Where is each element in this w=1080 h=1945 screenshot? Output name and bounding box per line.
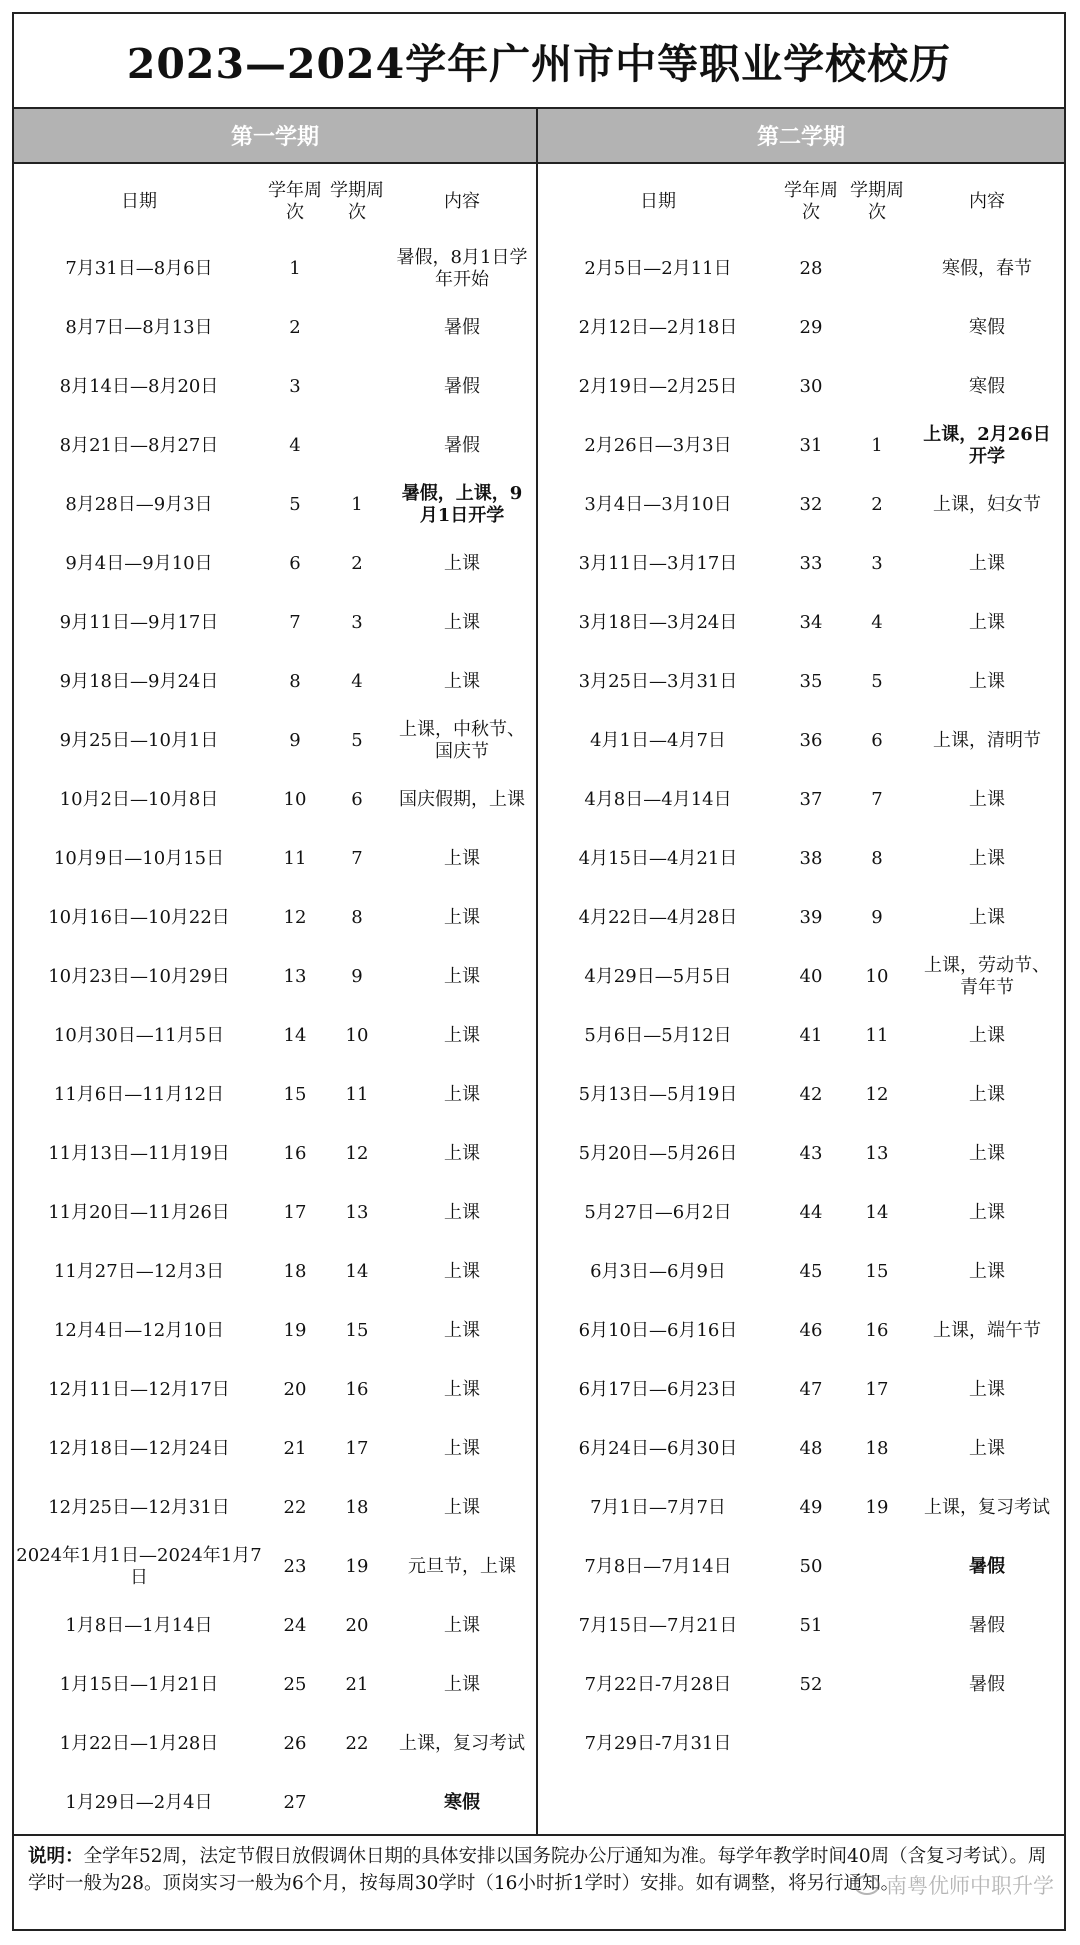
table-row: [14, 1419, 536, 1478]
table-row: [14, 652, 536, 711]
date-cell: 7月29日-7月31日: [584, 1732, 732, 1754]
term-week-cell: 3: [871, 552, 883, 574]
table-row: [538, 1183, 1064, 1242]
year-week-cell: 52: [799, 1673, 823, 1695]
table-row: [14, 770, 536, 829]
year-week-cell: 17: [283, 1201, 307, 1223]
date-cell: 3月11日—3月17日: [578, 552, 738, 574]
year-week-cell: 3: [289, 375, 301, 397]
date-cell: 11月20日—11月26日: [48, 1201, 230, 1223]
content-cell: 上课: [444, 1142, 480, 1164]
table-row: [538, 1242, 1064, 1301]
content-cell: 上课: [969, 1260, 1005, 1282]
content-cell: 上课: [444, 1437, 480, 1459]
content-cell: 上课: [969, 847, 1005, 869]
year-week-cell: 27: [283, 1791, 307, 1813]
year-week-cell: 49: [799, 1496, 823, 1518]
year-week-cell: 20: [283, 1378, 307, 1400]
table-row: [14, 239, 536, 298]
header-date: 日期: [121, 190, 157, 212]
term-week-cell: 2: [351, 552, 363, 574]
year-week-cell: 43: [799, 1142, 823, 1164]
date-cell: 3月25日—3月31日: [578, 670, 738, 692]
date-cell: 8月21日—8月27日: [59, 434, 219, 456]
content-cell: 上课: [969, 1378, 1005, 1400]
table-row: [538, 1537, 1064, 1596]
term-week-cell: 10: [345, 1024, 369, 1046]
year-week-cell: 10: [283, 788, 307, 810]
table-row: [538, 888, 1064, 947]
content-cell: 上课: [969, 1142, 1005, 1164]
term-week-cell: [844, 357, 910, 416]
table-row: [14, 298, 536, 357]
year-week-cell: 23: [283, 1555, 307, 1577]
term-week-cell: 16: [865, 1319, 889, 1341]
date-cell: 11月27日—12月3日: [53, 1260, 225, 1282]
content-cell: 上课，妇女节: [933, 493, 1041, 515]
content-cell: [910, 1714, 1064, 1773]
content-cell: 暑假: [444, 375, 480, 397]
table-row: [538, 711, 1064, 770]
content-cell: 上课，劳动节、青年节: [924, 954, 1050, 998]
table-row: [538, 829, 1064, 888]
year-week-cell: 25: [283, 1673, 307, 1695]
term-week-cell: 7: [351, 847, 363, 869]
content-cell: 上课: [444, 552, 480, 574]
term-week-cell: [844, 1596, 910, 1655]
table-row: [14, 1655, 536, 1714]
content-cell: 上课: [969, 670, 1005, 692]
table-row: [14, 1478, 536, 1537]
year-week-cell: 45: [799, 1260, 823, 1282]
content-cell: 上课: [969, 1083, 1005, 1105]
term-week-cell: [326, 298, 388, 357]
term-week-cell: 4: [351, 670, 363, 692]
content-cell: 暑假: [969, 1555, 1005, 1577]
content-cell: 上课: [444, 1024, 480, 1046]
table-row: [538, 770, 1064, 829]
year-week-cell: 22: [283, 1496, 307, 1518]
table-row: [538, 593, 1064, 652]
date-cell: 4月29日—5月5日: [584, 965, 732, 987]
term-week-cell: [844, 298, 910, 357]
date-cell: 7月31日—8月6日: [65, 257, 213, 279]
year-week-cell: 13: [283, 965, 307, 987]
calendar-frame: [12, 12, 1066, 1931]
date-cell: 11月6日—11月12日: [53, 1083, 225, 1105]
year-week-cell: 47: [799, 1378, 823, 1400]
content-cell: 上课: [444, 1378, 480, 1400]
content-cell: 上课: [444, 1319, 480, 1341]
term-week-cell: 16: [345, 1378, 369, 1400]
term-week-cell: 1: [351, 493, 363, 515]
year-week-cell: 39: [799, 906, 823, 928]
year-week-cell: 35: [799, 670, 823, 692]
header-year-week: 学年周次: [784, 179, 838, 223]
content-cell: 上课: [444, 1673, 480, 1695]
content-cell: 暑假，上课，9月1日开学: [401, 482, 523, 526]
term-week-cell: 6: [871, 729, 883, 751]
date-cell: 4月22日—4月28日: [578, 906, 738, 928]
table-row: [538, 475, 1064, 534]
table-row: [14, 1773, 536, 1832]
term-week-cell: 18: [865, 1437, 889, 1459]
year-week-cell: 26: [283, 1732, 307, 1754]
term-week-cell: 15: [345, 1319, 369, 1341]
year-week-cell: 37: [799, 788, 823, 810]
content-cell: 上课: [444, 1496, 480, 1518]
table-row: [538, 534, 1064, 593]
date-cell: 6月3日—6月9日: [590, 1260, 726, 1282]
date-cell: 9月18日—9月24日: [59, 670, 219, 692]
year-week-cell: 51: [799, 1614, 823, 1636]
table-row: [14, 947, 536, 1006]
date-cell: 9月4日—9月10日: [65, 552, 213, 574]
term-week-cell: 13: [865, 1142, 889, 1164]
year-week-cell: 4: [289, 434, 301, 456]
year-week-cell: 28: [799, 257, 823, 279]
content-cell: 暑假: [444, 316, 480, 338]
content-cell: 上课: [969, 1024, 1005, 1046]
table-row: [538, 947, 1064, 1006]
table-row: [538, 357, 1064, 416]
date-cell: 2月12日—2月18日: [578, 316, 738, 338]
year-week-cell: [778, 1714, 844, 1773]
date-cell: 8月14日—8月20日: [59, 375, 219, 397]
term-week-cell: 11: [865, 1024, 889, 1046]
content-cell: 上课: [444, 670, 480, 692]
term-week-cell: 5: [871, 670, 883, 692]
table-row: [538, 1419, 1064, 1478]
year-week-cell: 16: [283, 1142, 307, 1164]
term-week-cell: [326, 239, 388, 298]
content-cell: 暑假: [444, 434, 480, 456]
content-cell: 上课: [969, 611, 1005, 633]
date-cell: 4月1日—4月7日: [590, 729, 726, 751]
header-term-week: 学期周次: [850, 179, 904, 223]
table-row: [14, 1714, 536, 1773]
footnote-label: 说明：: [28, 1846, 84, 1867]
header-year-week: 学年周次: [268, 179, 322, 223]
date-cell: 3月18日—3月24日: [578, 611, 738, 633]
year-week-cell: 6: [289, 552, 301, 574]
table-row: [538, 652, 1064, 711]
wechat-icon: [854, 1875, 880, 1895]
year-week-cell: 40: [799, 965, 823, 987]
term-week-cell: 10: [865, 965, 889, 987]
content-cell: 上课: [444, 906, 480, 928]
watermark-text: 南粤优师中职升学: [886, 1874, 1054, 1898]
table-header-row: [538, 164, 1064, 239]
table-row: [14, 416, 536, 475]
content-cell: 上课，复习考试: [399, 1732, 525, 1754]
semester-2-header: 第二学期: [538, 109, 1064, 164]
date-cell: 7月1日—7月7日: [590, 1496, 726, 1518]
year-week-cell: 36: [799, 729, 823, 751]
term-week-cell: [844, 1714, 910, 1773]
header-term-week: 学期周次: [330, 179, 384, 223]
date-cell: 2月5日—2月11日: [584, 257, 732, 279]
date-cell: 8月28日—9月3日: [65, 493, 213, 515]
term-week-cell: 7: [871, 788, 883, 810]
table-row: [538, 1360, 1064, 1419]
table-row: [538, 239, 1064, 298]
semester-1-header: 第一学期: [14, 109, 538, 164]
year-week-cell: 31: [799, 434, 823, 456]
date-cell: 1月8日—1月14日: [65, 1614, 213, 1636]
date-cell: 12月4日—12月10日: [53, 1319, 225, 1341]
year-week-cell: 50: [799, 1555, 823, 1577]
content-cell: 上课，2月26日开学: [923, 423, 1051, 467]
year-week-cell: 12: [283, 906, 307, 928]
date-cell: 1月29日—2月4日: [65, 1791, 213, 1813]
table-row: [538, 1301, 1064, 1360]
term-week-cell: 3: [351, 611, 363, 633]
table-row: [14, 593, 536, 652]
date-cell: 2月26日—3月3日: [584, 434, 732, 456]
table-row: [538, 1065, 1064, 1124]
date-cell: 9月25日—10月1日: [59, 729, 219, 751]
term-week-cell: 9: [871, 906, 883, 928]
table-row: [538, 1006, 1064, 1065]
year-week-cell: 14: [283, 1024, 307, 1046]
year-week-cell: 33: [799, 552, 823, 574]
date-cell: 10月16日—10月22日: [48, 906, 230, 928]
date-cell: 2月19日—2月25日: [578, 375, 738, 397]
term-week-cell: 17: [865, 1378, 889, 1400]
content-cell: 上课: [969, 552, 1005, 574]
date-cell: 5月6日—5月12日: [584, 1024, 732, 1046]
year-week-cell: 24: [283, 1614, 307, 1636]
content-cell: 寒假: [969, 316, 1005, 338]
year-week-cell: 7: [289, 611, 301, 633]
content-cell: 上课: [969, 906, 1005, 928]
date-cell: 6月17日—6月23日: [578, 1378, 738, 1400]
table-row: [538, 1655, 1064, 1714]
year-week-cell: 34: [799, 611, 823, 633]
term-week-cell: 6: [351, 788, 363, 810]
year-week-cell: 38: [799, 847, 823, 869]
date-cell: 5月13日—5月19日: [578, 1083, 738, 1105]
content-cell: 上课: [444, 1201, 480, 1223]
date-cell: 12月18日—12月24日: [48, 1437, 230, 1459]
table-row: [14, 534, 536, 593]
date-cell: 2024年1月1日—2024年1月7日: [16, 1544, 262, 1588]
term-week-cell: 12: [865, 1083, 889, 1105]
content-cell: 暑假，8月1日学年开始: [396, 246, 528, 290]
content-cell: 上课: [444, 611, 480, 633]
date-cell: 12月25日—12月31日: [48, 1496, 230, 1518]
header-content: 内容: [969, 190, 1005, 212]
term-week-cell: 9: [351, 965, 363, 987]
content-cell: 上课: [444, 847, 480, 869]
term-week-cell: 5: [351, 729, 363, 751]
year-week-cell: 19: [283, 1319, 307, 1341]
term-week-cell: 14: [865, 1201, 889, 1223]
content-cell: 上课: [444, 1260, 480, 1282]
table-row: [14, 357, 536, 416]
content-cell: 上课，端午节: [933, 1319, 1041, 1341]
date-cell: 3月4日—3月10日: [584, 493, 732, 515]
content-cell: 上课: [444, 1614, 480, 1636]
term-week-cell: 18: [345, 1496, 369, 1518]
date-cell: 10月9日—10月15日: [53, 847, 225, 869]
date-cell: 4月15日—4月21日: [578, 847, 738, 869]
year-week-cell: 42: [799, 1083, 823, 1105]
term-week-cell: [326, 416, 388, 475]
year-week-cell: 41: [799, 1024, 823, 1046]
term-week-cell: 1: [871, 434, 883, 456]
table-row: [14, 1006, 536, 1065]
year-week-cell: 44: [799, 1201, 823, 1223]
date-cell: 5月27日—6月2日: [584, 1201, 732, 1223]
header-date: 日期: [640, 190, 676, 212]
date-cell: 10月30日—11月5日: [53, 1024, 225, 1046]
date-cell: 1月22日—1月28日: [59, 1732, 219, 1754]
term-week-cell: 4: [871, 611, 883, 633]
content-cell: 暑假: [969, 1614, 1005, 1636]
term-week-cell: 14: [345, 1260, 369, 1282]
table-row: [538, 1124, 1064, 1183]
date-cell: 1月15日—1月21日: [59, 1673, 219, 1695]
table-row: [14, 888, 536, 947]
content-cell: 寒假: [969, 375, 1005, 397]
term-week-cell: [844, 1537, 910, 1596]
date-cell: 6月10日—6月16日: [578, 1319, 738, 1341]
date-cell: 4月8日—4月14日: [584, 788, 732, 810]
year-week-cell: 46: [799, 1319, 823, 1341]
watermark: [854, 1870, 1054, 1900]
date-cell: 7月8日—7月14日: [584, 1555, 732, 1577]
year-week-cell: 32: [799, 493, 823, 515]
content-cell: 暑假: [969, 1673, 1005, 1695]
table-row: [14, 1183, 536, 1242]
date-cell: 5月20日—5月26日: [578, 1142, 738, 1164]
date-cell: 9月11日—9月17日: [59, 611, 219, 633]
table-row: [14, 829, 536, 888]
year-week-cell: 21: [283, 1437, 307, 1459]
term-week-cell: 13: [345, 1201, 369, 1223]
year-week-cell: 30: [799, 375, 823, 397]
date-cell: 6月24日—6月30日: [578, 1437, 738, 1459]
term-week-cell: 20: [345, 1614, 369, 1636]
term-week-cell: [844, 239, 910, 298]
term-week-cell: 11: [345, 1083, 369, 1105]
content-cell: 上课: [969, 1437, 1005, 1459]
year-week-cell: 48: [799, 1437, 823, 1459]
year-week-cell: 29: [799, 316, 823, 338]
date-cell: 10月2日—10月8日: [59, 788, 219, 810]
semester-2-table: [538, 164, 1064, 1834]
term-week-cell: 19: [345, 1555, 369, 1577]
date-cell: 11月13日—11月19日: [48, 1142, 230, 1164]
term-week-cell: 22: [345, 1732, 369, 1754]
content-cell: 元旦节，上课: [408, 1555, 516, 1577]
content-cell: 寒假: [444, 1791, 480, 1813]
table-row: [538, 1714, 1064, 1773]
table-row: [14, 1065, 536, 1124]
table-header-row: [14, 164, 536, 239]
year-week-cell: 5: [289, 493, 301, 515]
date-cell: 7月15日—7月21日: [578, 1614, 738, 1636]
year-week-cell: 15: [283, 1083, 307, 1105]
table-row: [538, 416, 1064, 475]
table-row: [538, 298, 1064, 357]
table-row: [538, 1478, 1064, 1537]
term-week-cell: [326, 357, 388, 416]
date-cell: 12月11日—12月17日: [48, 1378, 230, 1400]
term-week-cell: 2: [871, 493, 883, 515]
term-week-cell: 21: [345, 1673, 369, 1695]
content-cell: 上课，复习考试: [924, 1496, 1050, 1518]
year-week-cell: 18: [283, 1260, 307, 1282]
header-content: 内容: [444, 190, 480, 212]
content-cell: 寒假，春节: [942, 257, 1032, 279]
term-week-cell: [844, 1655, 910, 1714]
year-week-cell: 8: [289, 670, 301, 692]
term-week-cell: 12: [345, 1142, 369, 1164]
term-week-cell: [326, 1773, 388, 1832]
table-row: [14, 1301, 536, 1360]
term-week-cell: 17: [345, 1437, 369, 1459]
content-cell: 上课，清明节: [933, 729, 1041, 751]
date-cell: 10月23日—10月29日: [48, 965, 230, 987]
table-row: [14, 1124, 536, 1183]
date-cell: 8月7日—8月13日: [65, 316, 213, 338]
content-cell: 国庆假期，上课: [399, 788, 525, 810]
term-week-cell: 8: [351, 906, 363, 928]
content-cell: 上课: [444, 965, 480, 987]
date-cell: 7月22日-7月28日: [584, 1673, 732, 1695]
table-row: [14, 1242, 536, 1301]
content-cell: 上课: [969, 788, 1005, 810]
content-cell: 上课: [969, 1201, 1005, 1223]
table-row: [14, 1537, 536, 1596]
term-week-cell: 15: [865, 1260, 889, 1282]
table-row: [14, 475, 536, 534]
year-week-cell: 2: [289, 316, 301, 338]
table-row: [538, 1596, 1064, 1655]
content-cell: 上课: [444, 1083, 480, 1105]
term-week-cell: 8: [871, 847, 883, 869]
table-row: [14, 1596, 536, 1655]
year-week-cell: 11: [283, 847, 307, 869]
table-row: [14, 711, 536, 770]
table-row: [14, 1360, 536, 1419]
semester-1-table: [14, 164, 538, 1834]
term-week-cell: 19: [865, 1496, 889, 1518]
page-title: 2023—2024学年广州市中等职业学校校历: [14, 14, 1064, 109]
content-cell: 上课，中秋节、国庆节: [399, 718, 525, 762]
year-week-cell: 1: [289, 257, 301, 279]
footnote-text: 全学年52周，法定节假日放假调休日期的具体安排以国务院办公厅通知为准。每学年教学时间40周（含复习考试）。周学时一般为28。顶岗实习一般为6个月，按每周30学时（16小时折1学时）安排。如有调整，将另行通知。: [28, 1846, 1047, 1894]
year-week-cell: 9: [289, 729, 301, 751]
